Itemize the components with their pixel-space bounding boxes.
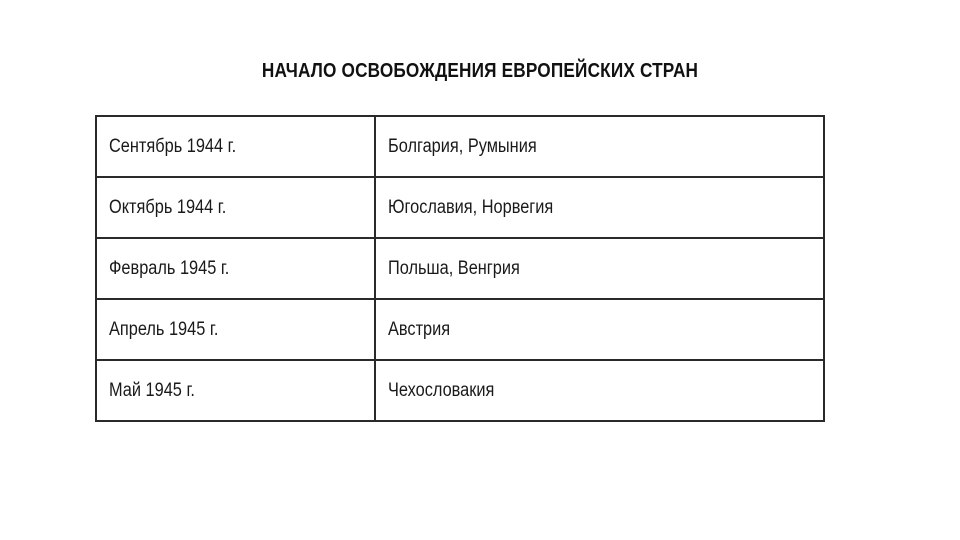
date-text: Сентябрь 1944 г.: [109, 135, 237, 157]
date-cell: [96, 238, 375, 299]
table-row: [96, 177, 824, 238]
countries-text: Югославия, Норвегия: [388, 196, 554, 218]
table-row: [96, 238, 824, 299]
table-row: [96, 299, 824, 360]
countries-cell: [375, 360, 824, 421]
countries-cell: [375, 238, 824, 299]
page-title: НАЧАЛО ОСВОБОЖДЕНИЯ ЕВРОПЕЙСКИХ СТРАН: [261, 60, 699, 82]
countries-cell: [375, 299, 824, 360]
date-cell: [96, 360, 375, 421]
date-text: Апрель 1945 г.: [109, 318, 219, 340]
countries-text: Польша, Венгрия: [388, 257, 520, 279]
countries-cell: [375, 116, 824, 177]
date-text: Октябрь 1944 г.: [109, 196, 227, 218]
countries-text: Чехословакия: [388, 379, 495, 401]
countries-text: Австрия: [388, 318, 451, 340]
liberation-table: [95, 115, 825, 422]
table-row: [96, 360, 824, 421]
date-cell: [96, 299, 375, 360]
table-row: [96, 116, 824, 177]
date-text: Май 1945 г.: [109, 379, 195, 401]
countries-cell: [375, 177, 824, 238]
date-cell: [96, 177, 375, 238]
date-text: Февраль 1945 г.: [109, 257, 230, 279]
date-cell: [96, 116, 375, 177]
countries-text: Болгария, Румыния: [388, 135, 537, 157]
